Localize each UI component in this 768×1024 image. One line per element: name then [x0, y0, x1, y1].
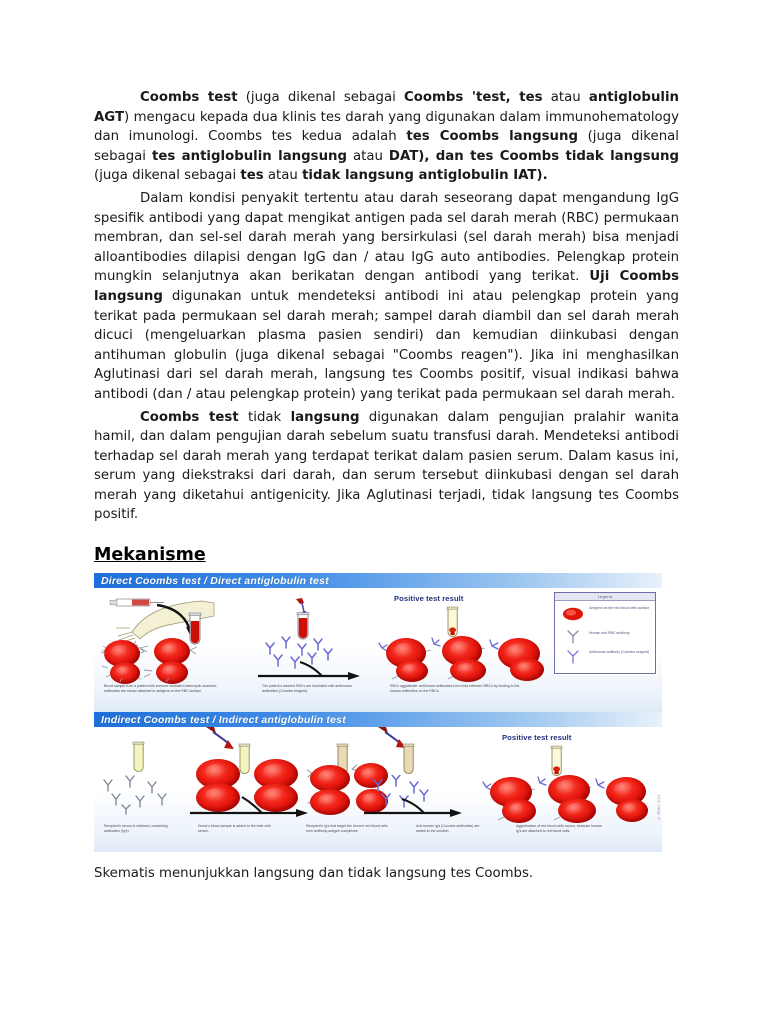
serum-tube-4	[398, 743, 418, 779]
indirect-caption-0: Recipient's serum is obtained, containing antibodies (Ig's).	[104, 824, 168, 833]
figure-caption-text: Skematis menunjukkan langsung dan tidak langsung tes Coombs.	[94, 866, 534, 882]
emphasised-text: tes	[240, 168, 264, 184]
red-blood-cell	[310, 789, 350, 815]
direct-positive-result-label: Positive test result	[394, 594, 464, 604]
emphasised-text: Coombs test	[140, 409, 239, 425]
section-heading-mekanisme: Mekanisme	[94, 545, 206, 566]
rbc-agglutination-cluster-direct	[378, 634, 548, 682]
red-blood-cell	[310, 765, 350, 792]
direct-process-arrow	[256, 660, 366, 682]
recipient-serum-antibodies	[100, 775, 176, 815]
red-blood-cell	[450, 659, 486, 682]
indirect-caption-4: Agglutination of red blood cells occurs, because human Ig's are attached to red blood cells.	[516, 824, 602, 833]
legend-item-label-0: Antigens on the red blood cells surface	[589, 606, 650, 611]
direct-caption-0: Blood sample from a patient with immune mediated haemolytic anaemia; antibodies are shown attached to antigens on the RBC surface.	[104, 684, 217, 693]
red-blood-cell	[510, 658, 544, 681]
indirect-positive-result-label: Positive test result	[502, 733, 572, 743]
figure-watermark: © RNDr. 2011	[657, 794, 661, 821]
red-blood-cell	[558, 798, 596, 823]
legend-antihuman-antibody-icon	[565, 650, 581, 664]
coombs-test-figure	[94, 573, 662, 852]
rbc-agglutination-cluster-indirect	[480, 773, 650, 823]
direct-caption-2: RBCs agglutinate: antihuman antibodies form links between RBCs by binding to the human antibodies on the RBCs.	[390, 684, 520, 693]
direct-stage-row	[94, 588, 662, 684]
emphasised-text: antiglobulin AGT	[94, 90, 679, 125]
emphasised-text: langsung	[290, 409, 360, 425]
indirect-panel-title-bar	[94, 712, 662, 727]
indirect-caption-1: Donor's blood sample is added to the tube with serum.	[198, 824, 271, 833]
legend-item-label-2: Antihuman antibody (Coombs reagent)	[589, 650, 650, 655]
emphasised-text: tidak langsung antiglobulin IAT).	[302, 168, 548, 184]
paragraph-3: Coombs test tidak langsung digunakan dalam pengujian pralahir wanita hamil, dan dalam pengujian darah sebelum suatu transfusi darah. Mendeteksi antibodi terhadap sel darah merah yang terdapat terikat dalam pasien serum. Dalam kasus ini, serum yang diekstraksi dari darah, dan serum tersebut diinkubasi dengan sel darah merah yang diketahui antigenicity. Jika Aglutinasi terjadi, tidak langsung tes Coombs positif.	[94, 409, 680, 523]
direct-captions-row	[94, 684, 662, 712]
paragraph-1: Coombs test (juga dikenal sebagai Coombs 'test, tes atau antiglobulin AGT) mengacu kepada dua klinis tes darah yang digunakan dalam immunohematology dan imunologi. Coombs tes kedua adalah tes Coombs langsung (juga dikenal sebagai tes antiglobulin langsung atau DAT), dan tes Coombs tidak langsung (juga dikenal sebagai tes atau tidak langsung antiglobulin IAT).	[94, 90, 679, 184]
direct-caption-1: The patient's washed RBCs are incubated with antihuman antibodies (Coombs reagent).	[262, 684, 352, 693]
indirect-caption-2: Recipient's Ig's that target the donor's red blood cells form antibody-antigen complexes.	[306, 824, 388, 833]
red-blood-cell	[396, 660, 428, 682]
emphasised-text: tes antiglobulin langsung	[151, 148, 348, 164]
rbc-cluster-direct-1	[100, 636, 210, 682]
emphasised-text: DAT), dan tes Coombs tidak langsung	[388, 148, 679, 164]
indirect-caption-3: Anti-human Ig's (Coombs antibodies) are added to the solution.	[416, 824, 480, 833]
legend-human-antibody-icon	[565, 630, 581, 644]
indirect-process-arrow-1	[188, 795, 318, 819]
emphasised-text: Coombs test	[140, 90, 238, 105]
legend-rbc-swatch	[561, 606, 585, 622]
indirect-panel-title: Indirect Coombs test / Indirect antiglobulin test	[101, 713, 346, 726]
indirect-stage-row	[94, 727, 662, 824]
red-blood-cell	[616, 799, 648, 822]
indirect-coombs-panel	[94, 712, 662, 852]
red-blood-cell	[502, 799, 536, 823]
legend-item-label-1: Human anti-RBC antibody	[589, 631, 630, 636]
direct-panel-title-bar	[94, 573, 662, 588]
indirect-captions-row	[94, 824, 662, 852]
emphasised-text: tes Coombs langsung	[406, 129, 578, 145]
emphasised-text: Uji Coombs langsung	[94, 269, 679, 304]
document-body	[94, 88, 679, 883]
direct-coombs-panel	[94, 573, 662, 712]
emphasised-text: Coombs 'test, tes	[404, 90, 543, 105]
direct-panel-title: Direct Coombs test / Direct antiglobulin test	[101, 574, 329, 587]
legend-title: Legend	[555, 593, 655, 601]
paragraph-2: Dalam kondisi penyakit tertentu atau darah seseorang dapat mengandung IgG spesifik antibodi yang dapat mengikat antigen pada sel darah merah (RBC) permukaan membran, dan sel-sel darah merah yang bersirkulasi (sel darah merah) bisa menjadi alloantibodies dilapisi dengan IgG dan / atau IgG auto antibodies. Pelengkap protein mungkin selanjutnya akan berikatan dengan antibodi yang terikat. Uji Coombs langsung digunakan untuk mendeteksi antibodi ini atau pelengkap protein yang terikat pada permukaan sel darah merah; sampel darah diambil dan sel darah merah dicuci (mengeluarkan plasma pasien sendiri) dan kemudian diinkubasi dengan antihuman globulin (juga dikenal sebagai "Coombs reagen"). Jika ini menghasilkan Aglutinasi dari sel darah merah, langsung tes Coombs positif, visual indikasi bahwa antibodi (dan / atau pelengkap protein) yang terikat pada permukaan sel darah merah.	[94, 190, 679, 402]
indirect-process-arrow-2	[362, 797, 472, 819]
serum-tube-1	[128, 741, 148, 777]
figure-legend-box	[554, 592, 656, 674]
